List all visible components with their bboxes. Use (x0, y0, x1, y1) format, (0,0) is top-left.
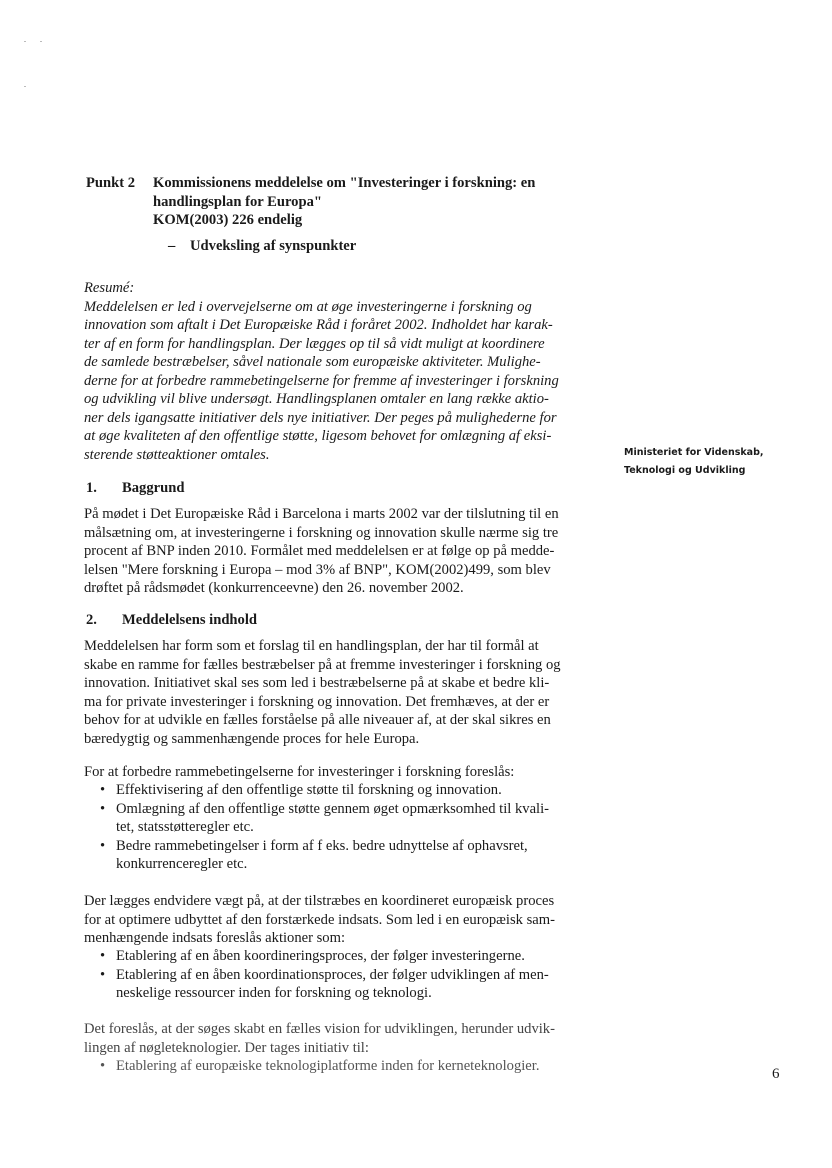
bullet-symbol: • (100, 966, 106, 983)
section-number: 2. (86, 612, 97, 628)
section-2-paragraph-2 (84, 763, 514, 782)
list-item-line: neskelige ressourcer inden for forskning og teknologi. (116, 985, 432, 1001)
ministry-label-line: Teknologi og Udvikling (624, 465, 746, 476)
body-line: Der lægges endvidere vægt på, at der tilstræbes en koordineret europæisk proces (84, 893, 555, 909)
bullet-symbol: • (100, 800, 106, 817)
list-item (84, 966, 549, 1003)
section-2-paragraph-3 (84, 892, 555, 948)
resume-line: sterende støtteaktioner omtales. (84, 446, 270, 463)
list-item-line: Etablering af en åben koordineringsproces, der følger investeringerne. (116, 948, 525, 964)
section-1-body (84, 505, 559, 598)
body-line: procent af BNP inden 2010. Formålet med meddelelsen er at følge op på medde- (84, 543, 555, 559)
body-line: behov for at udvikle en fælles forståelse på alle niveauer af, at der skal sikres en (84, 712, 551, 728)
bullet-list-1 (84, 781, 549, 874)
body-line: målsætning om, at investeringerne i forskning og innovation skulle nærme sig tre (84, 524, 559, 541)
body-line: Meddelelsen har form som et forslag til en handlingsplan, der har til formål at (84, 638, 539, 654)
section-1-heading (86, 480, 184, 497)
list-item-line: Bedre rammebetingelser i form af f eks. bedre udnyttelse af ophavsret, (116, 837, 528, 854)
resume-line: ner dels igangsatte initiativer dels nye initiativer. Der peges på mulighederne for (84, 409, 557, 426)
body-line: ma for private investeringer i forskning og innovation. Det fremhæves, at der er (84, 693, 550, 710)
resume-line: derne for at forbedre rammebetingelserne for fremme af investeringer i forskning (84, 372, 559, 389)
list-item-line: Etablering af en åben koordinationsproces, der følger udviklingen af men- (116, 966, 549, 983)
ministry-label (624, 444, 764, 480)
section-2-heading (86, 612, 257, 629)
resume-line: de samlede bestræbelser, såvel nationale som europæiske aktiviteter. Mulighe- (84, 354, 541, 370)
subitem-text: Udveksling af synspunkter (190, 238, 357, 254)
bullet-symbol: • (100, 948, 106, 964)
list-item (84, 837, 549, 874)
agenda-item-label: Punkt 2 (86, 175, 136, 191)
body-line: lelsen "Mere forskning i Europa – mod 3% af BNP", KOM(2002)499, som blev (84, 561, 551, 578)
body-line: drøftet på rådsmødet (konkurrenceevne) den 26. november 2002. (84, 580, 464, 596)
subitem-dash: – (168, 238, 176, 254)
scan-speck (24, 41, 26, 42)
resume-block (84, 279, 604, 464)
list-item (84, 1057, 540, 1076)
bullet-symbol: • (100, 782, 106, 798)
list-item-line: Etablering af europæiske teknologiplatforme inden for kerneteknologier. (116, 1058, 540, 1074)
list-item-line: konkurrenceregler etc. (116, 856, 248, 872)
scan-speck (40, 41, 42, 42)
body-line: bæredygtig og sammenhængende proces for hele Europa. (84, 730, 420, 747)
section-number: 1. (86, 480, 97, 496)
body-line: skabe en ramme for fælles bestræbelser på at fremme investeringer i forskning og (84, 656, 561, 673)
resume-line: at øge kvaliteten af den offentlige støtte, ligesom behovet for omlægning af eksi- (84, 428, 552, 444)
resume-line: Meddelelsen er led i overvejelserne om at øge investeringerne i forskning og (84, 298, 532, 315)
list-item-line: tet, statsstøtteregler etc. (116, 819, 254, 835)
agenda-item-title-line: handlingsplan for Europa" (153, 193, 322, 210)
list-item-line: Omlægning af den offentlige støtte gennem øget opmærksomhed til kvali- (116, 800, 550, 817)
bullet-symbol: • (100, 837, 106, 854)
ministry-label-line: Ministeriet for Videnskab, (624, 447, 764, 458)
resume-line: ter af en form for handlingsplan. Der lægges op til så vidt muligt at koordinere (84, 335, 545, 352)
body-line: for at optimere udbyttet af den forstærkede indsats. Som led i en europæisk sam- (84, 911, 555, 928)
bullet-list-2 (84, 947, 549, 1003)
bullet-symbol: • (100, 1058, 106, 1074)
resume-line: og udvikling vil blive undersøgt. Handlingsplanen omtaler en lang række aktio- (84, 391, 549, 407)
agenda-subitem (168, 238, 356, 255)
scan-speck (24, 86, 26, 87)
body-line: lingen af nøgleteknologier. Der tages initiativ til: (84, 1039, 369, 1056)
list-item (84, 947, 549, 966)
body-line: menhængende indsats foreslås aktioner som: (84, 930, 346, 946)
list-item (84, 781, 549, 800)
section-2-paragraph-4 (84, 1020, 555, 1057)
resume-line: innovation som aftalt i Det Europæiske Råd i foråret 2002. Indholdet har karak- (84, 317, 553, 333)
section-2-paragraph-1 (84, 637, 561, 748)
body-line: innovation. Initiativet skal ses som led i bestræbelserne på at skabe et bedre kli- (84, 675, 550, 691)
body-line: Det foreslås, at der søges skabt en fælles vision for udviklingen, herunder udvik- (84, 1021, 555, 1037)
body-line: På mødet i Det Europæiske Råd i Barcelona i marts 2002 var der tilslutning til en (84, 506, 559, 522)
page-number: 6 (772, 1066, 780, 1082)
agenda-item-title-line: Kommissionens meddelelse om "Investeringer i forskning: en (153, 175, 536, 191)
body-line: For at forbedre rammebetingelserne for investeringer i forskning foreslås: (84, 764, 515, 780)
section-title: Baggrund (122, 480, 185, 496)
agenda-item-title-line: KOM(2003) 226 endelig (153, 212, 303, 228)
section-title: Meddelelsens indhold (122, 612, 258, 628)
resume-label: Resumé: (84, 280, 135, 296)
agenda-item-title (153, 174, 593, 230)
bullet-list-3 (84, 1057, 540, 1076)
list-item-line: Effektivisering af den offentlige støtte til forskning og innovation. (116, 782, 502, 798)
list-item (84, 800, 549, 837)
